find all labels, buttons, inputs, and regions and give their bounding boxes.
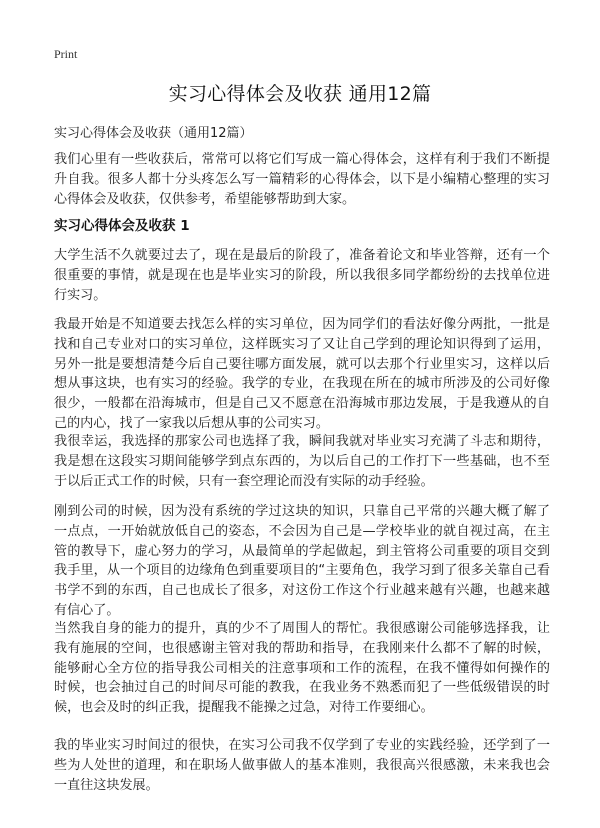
section-heading: 实习心得体会及收获 1 (54, 218, 190, 234)
document-subtitle: 实习心得体会及收获（通用12篇） (54, 126, 253, 141)
body-paragraph-4: 刚到公司的时候，因为没有系统的学过这块的知识，只靠自己平常的兴趣大概了解了一点点，一开始就放低自己的姿态，不会因为自己是—学校毕业的就自视过高，在主管的教导下，虚心努力的学习，从最简单的学起做起，到主管将公司重要的项目交到我手里，从一个项目的边缘角色到重要项目的“主要角色，我学习到了很多关靠自己看书学不到的东西，自己也成长了很多，对这份工作这个行业越来越有兴趣，也越来越有信心了。 (54, 504, 550, 618)
body-paragraph-3: 我很幸运，我选择的那家公司也选择了我，瞬间我就对毕业实习充满了斗志和期待，我是想在这段实习期间能够学到点东西的，为以后自己的工作打下一些基础，也不至于以后正式工作的时候，只有一套空理论而没有实际的动手经验。 (54, 434, 550, 489)
body-paragraph-6: 我的毕业实习时间过的很快，在实习公司我不仅学到了专业的实践经验，还学到了一些为人处世的道理，和在职场人做事做人的基本准则，我很高兴很感激，未来我也会一直往这块发展。 (54, 738, 550, 793)
page-title: 实习心得体会及收获 通用12篇 (168, 83, 432, 105)
body-paragraph-2: 我最开始是不知道要去找怎么样的实习单位，因为同学们的看法好像分两批，一批是找和自己专业对口的实习单位，这样既实习了又让自己学到的理论知识得到了运用，另外一批是要想清楚今后自己要往哪方面发展，就可以去那个行业里实习，这样以后想从事这块，也有实习的经验。我学的专业，在我现在所在的城市所涉及的公司好像很少，一般都在沿海城市，但是自己又不愿意在沿海城市那边发展，于是我遵从的自己的内心，找了一家我以后想从事的公司实习。 (54, 317, 550, 431)
print-link[interactable]: Print (54, 47, 78, 61)
body-paragraph-5: 当然我自身的能力的提升，真的少不了周围人的帮忙。我很感谢公司能够选择我，让我有施展的空间，也很感谢主管对我的帮助和指导，在我刚来什么都不了解的时候，能够耐心全方位的指导我公司相关的注意事项和工作的流程，在我不懂得如何操作的时候，也会抽过自己的时间尽可能的教我，在我业务不熟悉而犯了一些低级错误的时候，也会及时的纠正我，提醒我不能操之过急，对待工作要细心。 (54, 621, 550, 716)
intro-paragraph: 我们心里有一些收获后，常常可以将它们写成一篇心得体会，这样有利于我们不断提升自我。很多人都十分头疼怎么写一篇精彩的心得体会，以下是小编精心整理的实习心得体会及收获，仅供参考，希望能够帮助到大家。 (54, 152, 550, 207)
body-paragraph-1: 大学生活不久就要过去了，现在是最后的阶段了，准备着论文和毕业答辩，还有一个很重要的事情，就是现在也是毕业实习的阶段，所以我很多同学都纷纷的去找单位进行实习。 (54, 248, 550, 303)
